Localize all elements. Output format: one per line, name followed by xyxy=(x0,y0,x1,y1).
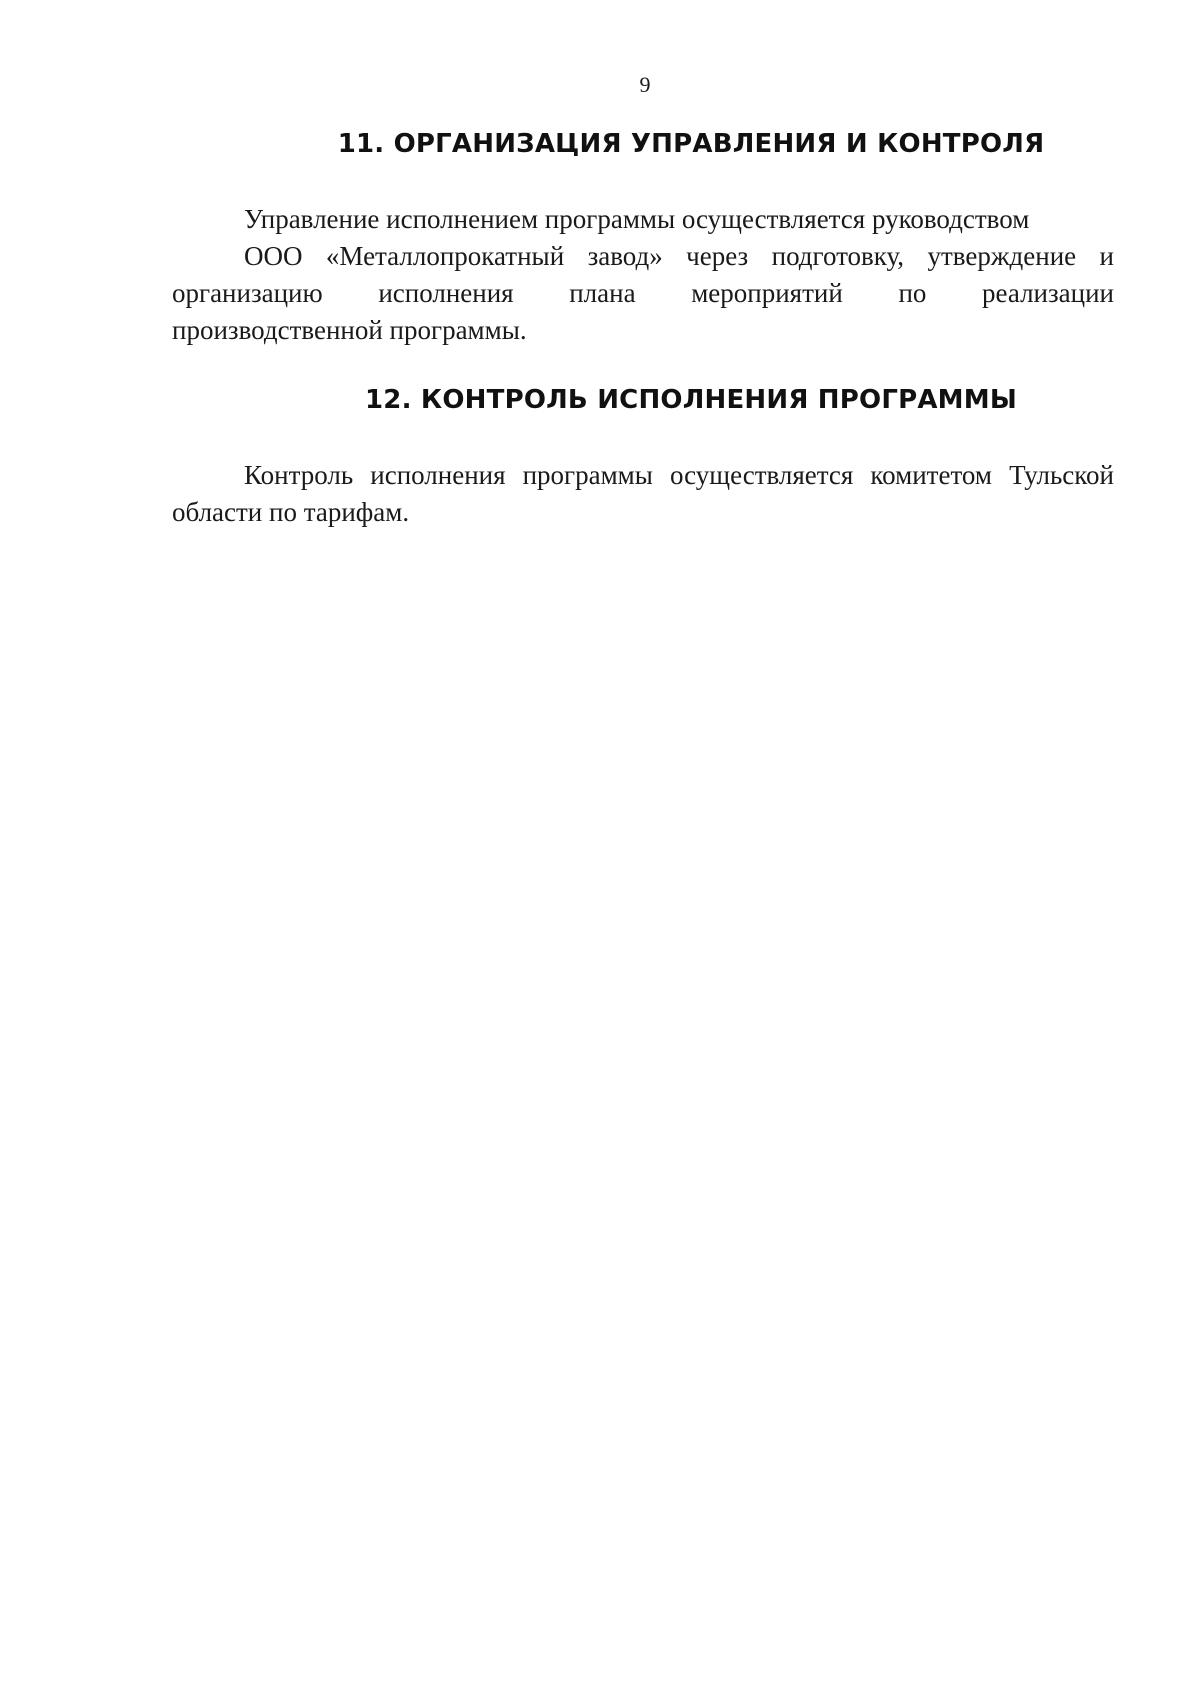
paragraph-line: ООО «Металлопрокатный завод» через подготовку, утверждение и xyxy=(244,241,1114,271)
paragraph-line: области по тарифам. xyxy=(172,497,410,527)
paragraph-line: Управление исполнением программы осуществляется руководством xyxy=(244,204,1030,234)
page-number: 9 xyxy=(639,72,651,97)
paragraph-line: организацию исполнения плана мероприятий по реализации xyxy=(172,278,1114,308)
section-12-paragraph xyxy=(172,457,1114,531)
section-11-heading: 11. ОРГАНИЗАЦИЯ УПРАВЛЕНИЯ И КОНТРОЛЯ xyxy=(337,129,1045,159)
section-12 xyxy=(172,383,1114,531)
paragraph-line: производственной программы. xyxy=(172,315,527,345)
section-12-heading: 12. КОНТРОЛЬ ИСПОЛНЕНИЯ ПРОГРАММЫ xyxy=(365,385,1017,415)
section-11-paragraph xyxy=(172,201,1114,349)
section-11 xyxy=(172,127,1114,349)
paragraph-line: Контроль исполнения программы осуществляется комитетом Тульской xyxy=(244,460,1114,490)
